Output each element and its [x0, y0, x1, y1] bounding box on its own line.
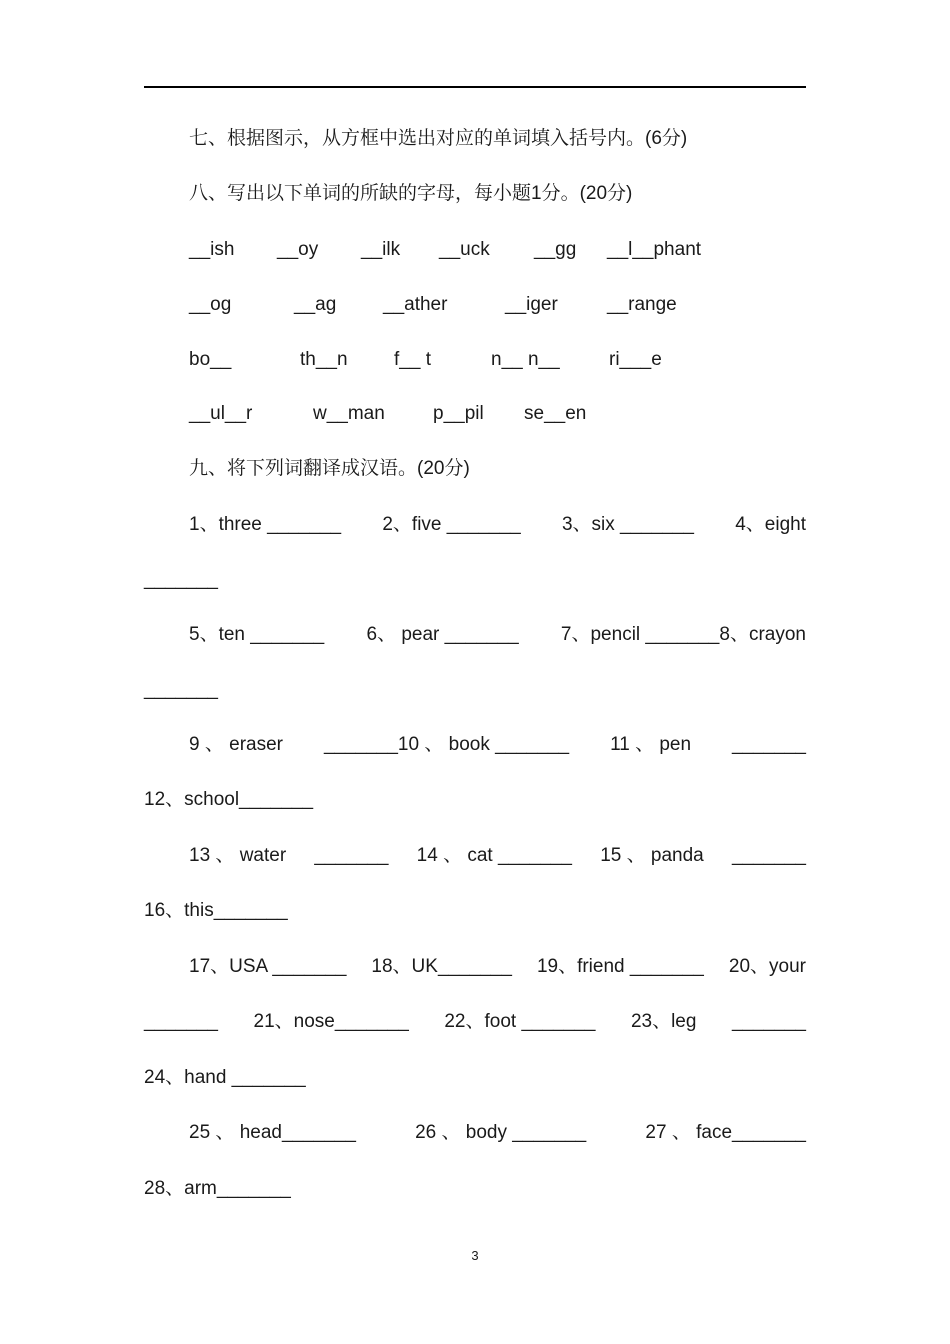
translate-line: 28、arm_______	[144, 1178, 291, 1199]
letter-item: __ag	[294, 294, 337, 315]
translate-line: _______	[144, 569, 218, 590]
letter-item: __og	[189, 294, 232, 315]
letter-item: __l__phant	[607, 239, 702, 260]
translate-item: 14 、 cat _______	[416, 845, 572, 866]
translate-item: _______	[731, 1011, 806, 1032]
translate-item: _______	[732, 845, 806, 866]
translate-item: 15 、 panda	[600, 845, 704, 866]
translate-item: 6、 pear _______	[366, 624, 519, 645]
translate-line	[189, 955, 806, 979]
translate-item: 11 、 pen	[610, 734, 692, 755]
translate-item: _______10 、 book _______	[323, 734, 570, 755]
translate-item: 23、leg	[630, 1011, 697, 1032]
letter-item: __ilk	[361, 239, 401, 260]
letter-item: n__ n__	[491, 349, 560, 370]
letter-item: __iger	[505, 294, 558, 315]
letter-item: th__n	[300, 349, 348, 370]
translate-line: _______	[144, 679, 218, 700]
letter-item: se__en	[524, 403, 587, 424]
letter-item: bo__	[189, 349, 232, 370]
translate-line	[189, 623, 806, 647]
translate-line	[189, 733, 806, 757]
letter-item: __range	[607, 294, 677, 315]
section-eight-heading: 八、写出以下单词的所缺的字母，每小题1分。(20分)	[189, 183, 633, 204]
page-number: 3	[471, 1248, 479, 1263]
translate-item: 13 、 water	[189, 845, 287, 866]
translate-line	[189, 513, 806, 537]
letter-item: __ish	[189, 239, 235, 260]
translate-item: 21、nose_______	[253, 1011, 409, 1032]
translate-item: 5、ten _______	[189, 624, 325, 645]
letter-item: __oy	[277, 239, 319, 260]
translate-item: 1、three _______	[189, 514, 342, 535]
translate-item: 27 、 face_______	[645, 1122, 806, 1143]
letter-item: ri___e	[609, 349, 662, 370]
translate-item: 22、foot _______	[444, 1011, 596, 1032]
translate-item: _______	[314, 845, 389, 866]
section-seven-heading: 七、根据图示，从方框中选出对应的单词填入括号内。(6分)	[189, 128, 688, 149]
translate-line	[189, 1121, 806, 1145]
translate-item: 9 、 eraser	[189, 734, 283, 755]
translate-item: 20、your	[728, 956, 806, 977]
letter-item: __uck	[439, 239, 490, 260]
translate-item: 17、USA _______	[189, 956, 347, 977]
translate-line: 24、hand _______	[144, 1067, 306, 1088]
translate-item: 4、eight	[735, 514, 806, 535]
letter-item: __gg	[534, 239, 577, 260]
letter-item: w__man	[313, 403, 385, 424]
translate-item: 18、UK_______	[371, 956, 512, 977]
translate-item: 19、friend _______	[536, 956, 704, 977]
translate-line	[144, 1010, 806, 1034]
letter-item: f__ t	[394, 349, 431, 370]
letter-item: __ul__r	[189, 403, 253, 424]
translate-item: 2、five _______	[382, 514, 521, 535]
translate-line	[189, 844, 806, 868]
translate-item: 3、six _______	[561, 514, 694, 535]
translate-item: 26 、 body _______	[415, 1122, 587, 1143]
translate-item: 25 、 head_______	[189, 1122, 356, 1143]
translate-item: _______	[732, 734, 806, 755]
letter-item: p__pil	[433, 403, 484, 424]
translate-item: 7、pencil _______8、crayon	[560, 624, 806, 645]
translate-item: _______	[144, 1011, 218, 1032]
translate-line: 12、school_______	[144, 789, 314, 810]
translate-line: 16、this_______	[144, 900, 288, 921]
section-nine-heading: 九、将下列词翻译成汉语。(20分)	[189, 458, 470, 479]
top-rule	[144, 86, 806, 88]
letter-item: __ather	[383, 294, 448, 315]
